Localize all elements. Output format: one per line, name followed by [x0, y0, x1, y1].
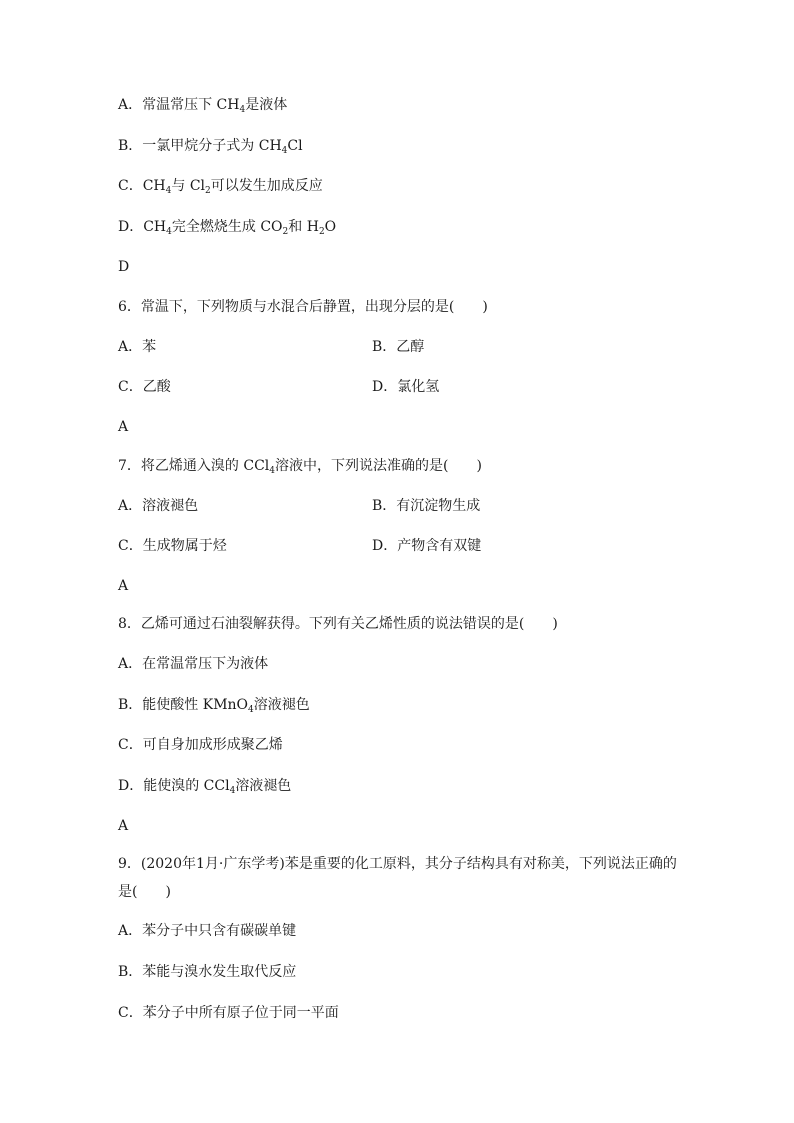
- text: 溶液中，下列说法准确的是( ): [275, 458, 482, 474]
- q9-option-a: A．苯分子中只含有碳碳单键: [118, 923, 297, 939]
- subscript: 4: [229, 786, 236, 796]
- text: 可以发生加成反应: [210, 178, 323, 194]
- text: 和 H: [288, 219, 319, 235]
- subscript: 2: [205, 186, 211, 196]
- q8-answer: A: [118, 818, 129, 834]
- subscript: 4: [281, 146, 288, 156]
- q7-stem: [118, 456, 482, 476]
- subscript: 4: [248, 705, 254, 715]
- text: B．能使酸性 KMnO: [118, 697, 249, 713]
- q8-option-b: [118, 695, 310, 715]
- q7-answer: A: [118, 578, 129, 594]
- q8-option-c: C．可自身加成形成聚乙烯: [118, 737, 283, 753]
- text: B．一氯甲烷分子式为 CH: [118, 138, 282, 154]
- q5-answer: D: [118, 259, 130, 275]
- q5-option-b: [118, 136, 303, 156]
- text: A．常温常压下 CH: [118, 97, 240, 113]
- q9-option-b: B．苯能与溴水发生取代反应: [118, 964, 297, 980]
- text: D．能使溴的 CCl: [118, 778, 230, 794]
- text: 溶液褪色: [235, 778, 292, 794]
- text: 是液体: [245, 97, 288, 113]
- q5-option-c: [118, 176, 323, 196]
- text: O: [324, 219, 337, 235]
- text: D．CH: [118, 219, 167, 235]
- q7-option-b: B．有沉淀物生成: [372, 498, 481, 514]
- subscript: 4: [239, 105, 246, 115]
- q8-option-d: [118, 776, 291, 796]
- q7-option-d: D．产物含有双键: [372, 538, 482, 554]
- text: 7．将乙烯通入溴的 CCl: [118, 458, 270, 474]
- q6-stem: 6．常温下，下列物质与水混合后静置，出现分层的是( ): [118, 299, 488, 315]
- q5-option-d: [118, 217, 336, 237]
- q7-option-c: C．生成物属于烃: [118, 538, 227, 554]
- text: Cl: [287, 138, 303, 154]
- subscript: 4: [165, 186, 172, 196]
- subscript: 2: [318, 227, 325, 237]
- text: 完全燃烧生成 CO: [171, 219, 283, 235]
- text: 溶液褪色: [253, 697, 310, 713]
- text: C．CH: [118, 178, 166, 194]
- q8-option-a: A．在常温常压下为液体: [118, 656, 269, 672]
- q9-option-c: C．苯分子中所有原子位于同一平面: [118, 1005, 339, 1021]
- q9-stem: 9．(2020年1月·广东学考)苯是重要的化工原料，其分子结构具有对称美，下列说法正确的是( ): [118, 856, 677, 900]
- q6-option-d: D．氯化氢: [372, 379, 440, 395]
- q8-stem: 8．乙烯可通过石油裂解获得。下列有关乙烯性质的说法错误的是( ): [118, 616, 558, 632]
- q6-option-a: A．苯: [118, 339, 157, 355]
- subscript: 4: [166, 227, 172, 237]
- q6-option-b: B．乙醇: [372, 339, 425, 355]
- text: 与 Cl: [171, 178, 206, 194]
- subscript: 2: [282, 227, 289, 237]
- q6-option-c: C．乙酸: [118, 379, 171, 395]
- subscript: 4: [269, 466, 275, 476]
- q5-option-a: [118, 95, 287, 115]
- q6-answer: A: [118, 419, 129, 435]
- q7-option-a: A．溶液褪色: [118, 498, 199, 514]
